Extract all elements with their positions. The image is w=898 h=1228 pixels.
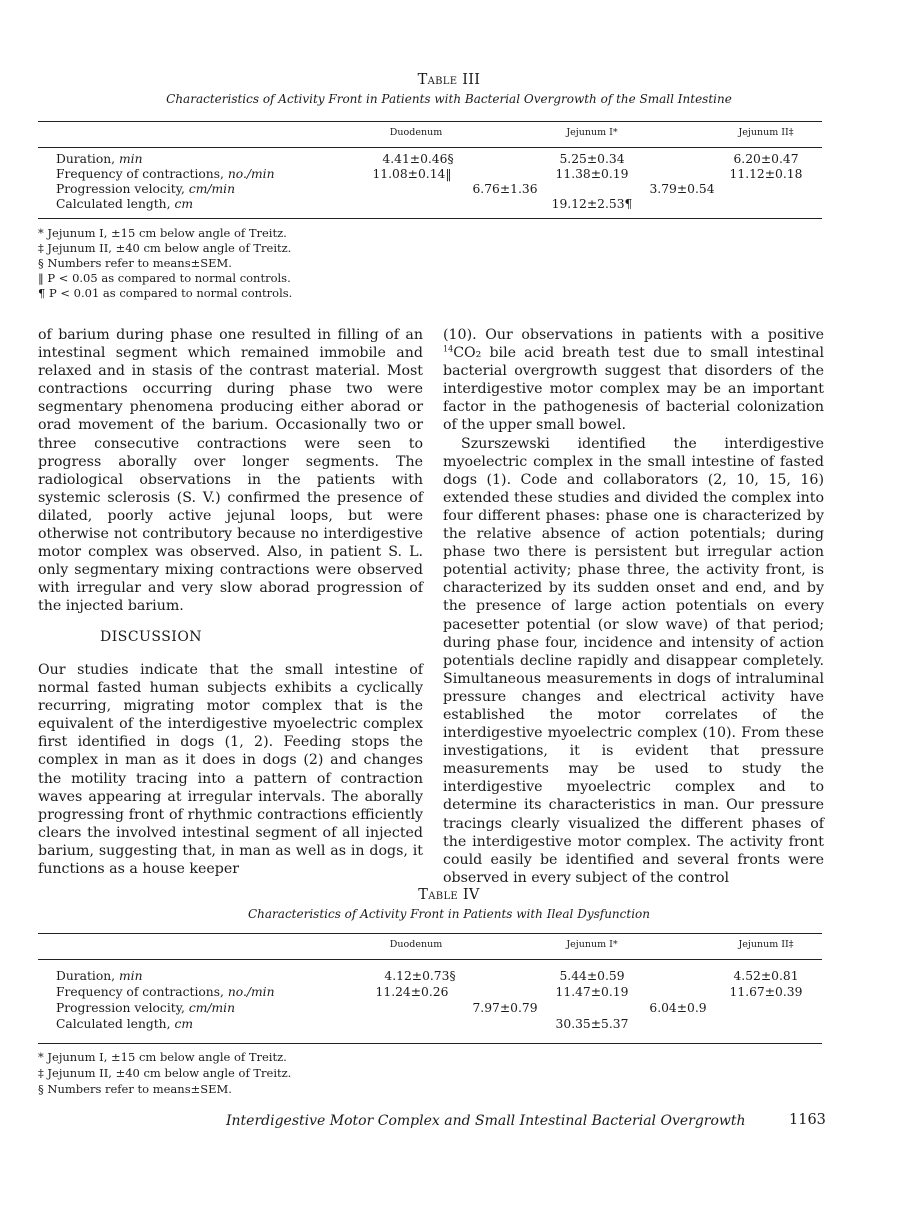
right-column-paragraph-2: Szurszewski identified the interdigestive myoelectric complex in the small intestine of fasted dogs (1). Code and collaborators (2, 10, 15, 16) extended these studies and divided the complex into four different phases: phase one is characterized by the relative absence of action potentials; during phase two there is persistent but irregular action potential activity; phase three, the activity front, is characterized by its sudden onset and end, and by the presence of large action potentials on every pacesetter potential (or slow wave) of that period; during phase four, incidence and intensity of action potentials decline rapidly and disappear completely. Simultaneous measurements in dogs of intraluminal pressure changes and electrical activity have established the motor correlates of the interdigestive myoelectric complex (10). From these investigations, it is evident that pressure measurements may be used to study the interdigestive myoelectric complex and to determine its characteristics in man. Our pressure tracings clearly visualized the different phases of the interdigestive motor complex. The activity front could easily be identified and several fronts were observed in every subject of the control [443, 435, 824, 886]
table-3-row-duration: Duration, min [56, 152, 143, 166]
table-4-footnote: § Numbers refer to means±SEM. [38, 1082, 232, 1096]
table-3-cell: 3.79±0.54 [649, 182, 715, 196]
table-4-header-rule [38, 959, 822, 960]
table-3-cell: 6.20±0.47 [733, 152, 799, 166]
table-4-footnote: ‡ Jejunum II, ±40 cm below angle of Treitz. [38, 1066, 292, 1080]
table-3-title: Table III [417, 72, 481, 88]
table-4-top-rule [38, 933, 822, 934]
running-title: Interdigestive Motor Complex and Small Intestinal Bacterial Overgrowth [226, 1113, 746, 1129]
table-4-header-jejunum-1: Jejunum I* [566, 939, 618, 950]
table-3-header-jejunum-2: Jejunum II‡ [738, 127, 794, 138]
table-4-cell: 11.67±0.39 [729, 985, 803, 999]
table-3-cell: 5.25±0.34 [559, 152, 625, 166]
table-4-row-velocity: Progression velocity, cm/min [56, 1001, 236, 1015]
table-3-row-length: Calculated length, cm [56, 197, 193, 211]
page-number: 1163 [789, 1112, 826, 1128]
table-3-header-rule [38, 147, 822, 148]
table-3-footnote: * Jejunum I, ±15 cm below angle of Treitz. [38, 226, 287, 240]
table-3-cell: 4.41±0.46§ [382, 152, 454, 166]
table-4-cell: 4.52±0.81 [733, 969, 799, 983]
right-column-text [443, 326, 824, 887]
table-3-footnote: ¶ P < 0.01 as compared to normal controls. [38, 286, 293, 300]
table-3-cell: 11.38±0.19 [555, 167, 629, 181]
table-4-header-duodenum: Duodenum [389, 939, 443, 950]
table-4-row-length: Calculated length, cm [56, 1017, 193, 1031]
table-3-caption: Characteristics of Activity Front in Patients with Bacterial Overgrowth of the Small Intestine [166, 92, 732, 106]
discussion-heading: DISCUSSION [100, 629, 203, 645]
table-4-caption: Characteristics of Activity Front in Patients with Ileal Dysfunction [247, 907, 650, 921]
table-4-title: Table IV [418, 887, 480, 903]
table-3-row-velocity: Progression velocity, cm/min [56, 182, 236, 196]
left-column-paragraph-1: of barium during phase one resulted in filling of an intestinal segment which remained immobile and relaxed and in stasis of the contrast material. Most contractions occurring during phase two were segmentary phenomena producing either aborad or orad movement of the barium. Occasionally two or three consecutive contractions were seen to progress aborally over longer segments. The radiological observations in the patients with systemic sclerosis (S. V.) confirmed the presence of dilated, poorly active jejunal loops, but were otherwise not contributory because no interdigestive motor complex was observed. Also, in patient S. L. only segmentary mixing contractions were observed with irregular and very slow aborad progression of the injected barium. [38, 327, 423, 615]
table-4-cell: 4.12±0.73§ [384, 969, 456, 983]
table-4-cell: 6.04±0.9 [649, 1001, 707, 1015]
table-4-cell: 5.44±0.59 [559, 969, 625, 983]
table-4-cell: 11.24±0.26 [375, 985, 449, 999]
table-4-header-jejunum-2: Jejunum II‡ [738, 939, 794, 950]
table-4-cell: 7.97±0.79 [472, 1001, 538, 1015]
right-column-paragraph-1: (10). Our observations in patients with a positive $^{14}$CO₂ bile acid breath test due to small intestinal bacterial overgrowth suggest that disorders of the interdigestive motor complex may be an important factor in the pathogenesis of bacterial colonization of the upper small bowel. [443, 327, 824, 434]
table-3-header-duodenum: Duodenum [389, 127, 443, 138]
table-3-cell: 11.12±0.18 [729, 167, 803, 181]
table-3-row-frequency: Frequency of contractions, no./min [56, 167, 275, 181]
table-4-row-duration: Duration, min [56, 969, 143, 983]
table-3-cell: 19.12±2.53¶ [551, 197, 633, 211]
left-column-paragraph-2: Our studies indicate that the small intestine of normal fasted human subjects exhibits a cyclically recurring, migrating motor complex that is the equivalent of the interdigestive myoelectric complex first identified in dogs (1, 2). Feeding stops the complex in man as it does in dogs (2) and changes the motility tracing into a pattern of contraction waves appearing at irregular intervals. The aborally progressing front of rhythmic contractions efficiently clears the involved intestinal segment of all injected barium, suggesting that, in man as well as in dogs, it functions as a house keeper [38, 662, 423, 878]
table-3-footnote: ‡ Jejunum II, ±40 cm below angle of Treitz. [38, 241, 292, 255]
table-4-row-frequency: Frequency of contractions, no./min [56, 985, 275, 999]
table-3-top-rule [38, 121, 822, 122]
table-3-bottom-rule [38, 218, 822, 219]
table-3-footnote: § Numbers refer to means±SEM. [38, 256, 232, 270]
table-3-header-jejunum-1: Jejunum I* [566, 127, 618, 138]
table-4-bottom-rule [38, 1043, 822, 1044]
table-4-footnote: * Jejunum I, ±15 cm below angle of Treitz. [38, 1050, 287, 1064]
table-4-cell: 11.47±0.19 [555, 985, 629, 999]
table-3-cell: 6.76±1.36 [472, 182, 538, 196]
table-4-cell: 30.35±5.37 [555, 1017, 629, 1031]
table-3-cell: 11.08±0.14‖ [372, 167, 452, 181]
table-3-footnote: ‖ P < 0.05 as compared to normal controls. [38, 271, 291, 285]
